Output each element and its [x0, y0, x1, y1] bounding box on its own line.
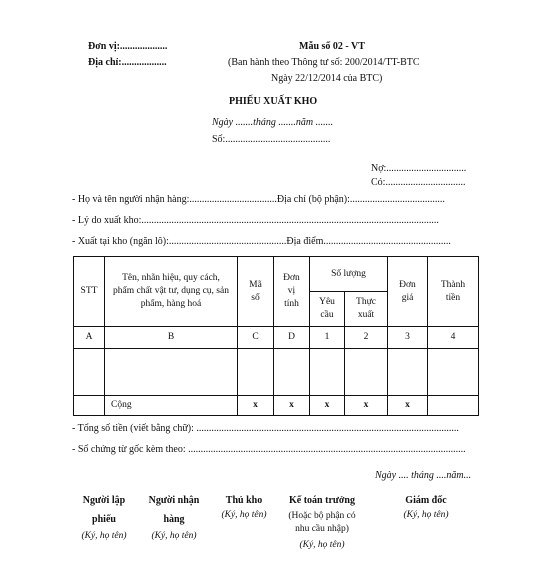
signature-note: (Ký, họ tên)	[81, 531, 127, 541]
total-label: Cộng	[105, 396, 238, 416]
header-unit: Đơn vị tính	[274, 257, 310, 327]
total-unit-cell: x	[274, 396, 310, 416]
index-cell: 1	[310, 327, 345, 349]
signature-note: (Ký, họ tên)	[299, 540, 345, 550]
total-actual-cell: x	[345, 396, 388, 416]
total-stt-cell	[74, 396, 105, 416]
header-amount: Thành tiền	[428, 257, 479, 327]
header-code: Mã số	[238, 257, 274, 327]
index-cell: D	[274, 327, 310, 349]
empty-cell	[274, 349, 310, 396]
signature-director	[394, 491, 458, 520]
index-cell: 4	[428, 327, 479, 349]
debit-line: Nợ:................................	[371, 163, 467, 174]
header-requested: Yêu cầu	[310, 292, 345, 327]
header-price: Đơn giá	[388, 257, 428, 327]
index-cell: A	[74, 327, 105, 349]
empty-cell	[310, 349, 345, 396]
sign-date: Ngày .... tháng ....năm...	[375, 470, 472, 481]
header-quantity: Số lượng	[310, 257, 388, 292]
signature-title: Thủ kho	[225, 495, 263, 506]
index-cell: 2	[345, 327, 388, 349]
empty-cell	[428, 349, 479, 396]
signature-title: Giám đốc	[405, 495, 447, 506]
signature-note: (Ký, họ tên)	[151, 531, 197, 541]
total-amount-cell	[428, 396, 479, 416]
index-cell: C	[238, 327, 274, 349]
index-row	[74, 327, 479, 349]
total-row	[74, 396, 479, 416]
header-name: Tên, nhãn hiệu, quy cách, phẩm chất vật tư, dụng cụ, sản phẩm, hàng hoá	[105, 257, 238, 327]
issued-line-2: Ngày 22/12/2014 của BTC)	[271, 73, 383, 84]
signature-note: (Ký, họ tên)	[221, 510, 267, 520]
attached-docs-line: - Số chứng từ gốc kèm theo: ...............................................................................................................	[72, 444, 466, 455]
empty-cell	[74, 349, 105, 396]
signature-title: Người nhận hàng	[148, 495, 200, 525]
document-title: PHIẾU XUẤT KHO	[229, 96, 318, 107]
total-words-line: - Tổng số tiền (viết bằng chữ): .........................................................................................................	[72, 423, 459, 434]
credit-line: Có:................................	[371, 177, 466, 188]
unit-label: Đơn vị:...................	[88, 41, 168, 52]
header-actual: Thực xuất	[345, 292, 388, 327]
signature-storekeeper	[214, 491, 274, 520]
empty-cell	[388, 349, 428, 396]
signature-preparer	[75, 491, 133, 541]
total-price-cell: x	[388, 396, 428, 416]
date-line: Ngày .......tháng .......năm .......	[212, 117, 334, 128]
warehouse-line: - Xuất tại kho (ngăn lô):...............................................Địa điểm...................................................	[72, 236, 451, 247]
total-requested-cell: x	[310, 396, 345, 416]
issued-line-1: (Ban hành theo Thông tư số: 200/2014/TT-BTC	[228, 57, 420, 68]
signature-chief-accountant	[282, 491, 362, 550]
signature-subtitle: (Hoặc bộ phận có nhu cầu nhập)	[288, 511, 356, 534]
header-stt: STT	[74, 257, 105, 327]
empty-cell	[238, 349, 274, 396]
signature-title: Kế toán trưởng	[289, 495, 355, 506]
form-code: Mẫu số 02 - VT	[299, 41, 365, 52]
total-code-cell: x	[238, 396, 274, 416]
index-cell: B	[105, 327, 238, 349]
reason-line: - Lý do xuất kho:.......................................................................................................................	[72, 215, 439, 226]
empty-cell	[345, 349, 388, 396]
number-line: Số:..........................................	[212, 134, 331, 145]
empty-row	[74, 349, 479, 396]
empty-cell	[105, 349, 238, 396]
signature-title: Người lập phiếu	[82, 495, 126, 525]
signature-receiver	[143, 491, 205, 541]
index-cell: 3	[388, 327, 428, 349]
items-table	[73, 256, 479, 416]
signature-note: (Ký, họ tên)	[403, 510, 449, 520]
receiver-line: - Họ và tên người nhận hàng:...................................Địa chỉ (bộ phận):......................................	[72, 194, 445, 205]
address-label: Địa chỉ:..................	[88, 57, 167, 68]
